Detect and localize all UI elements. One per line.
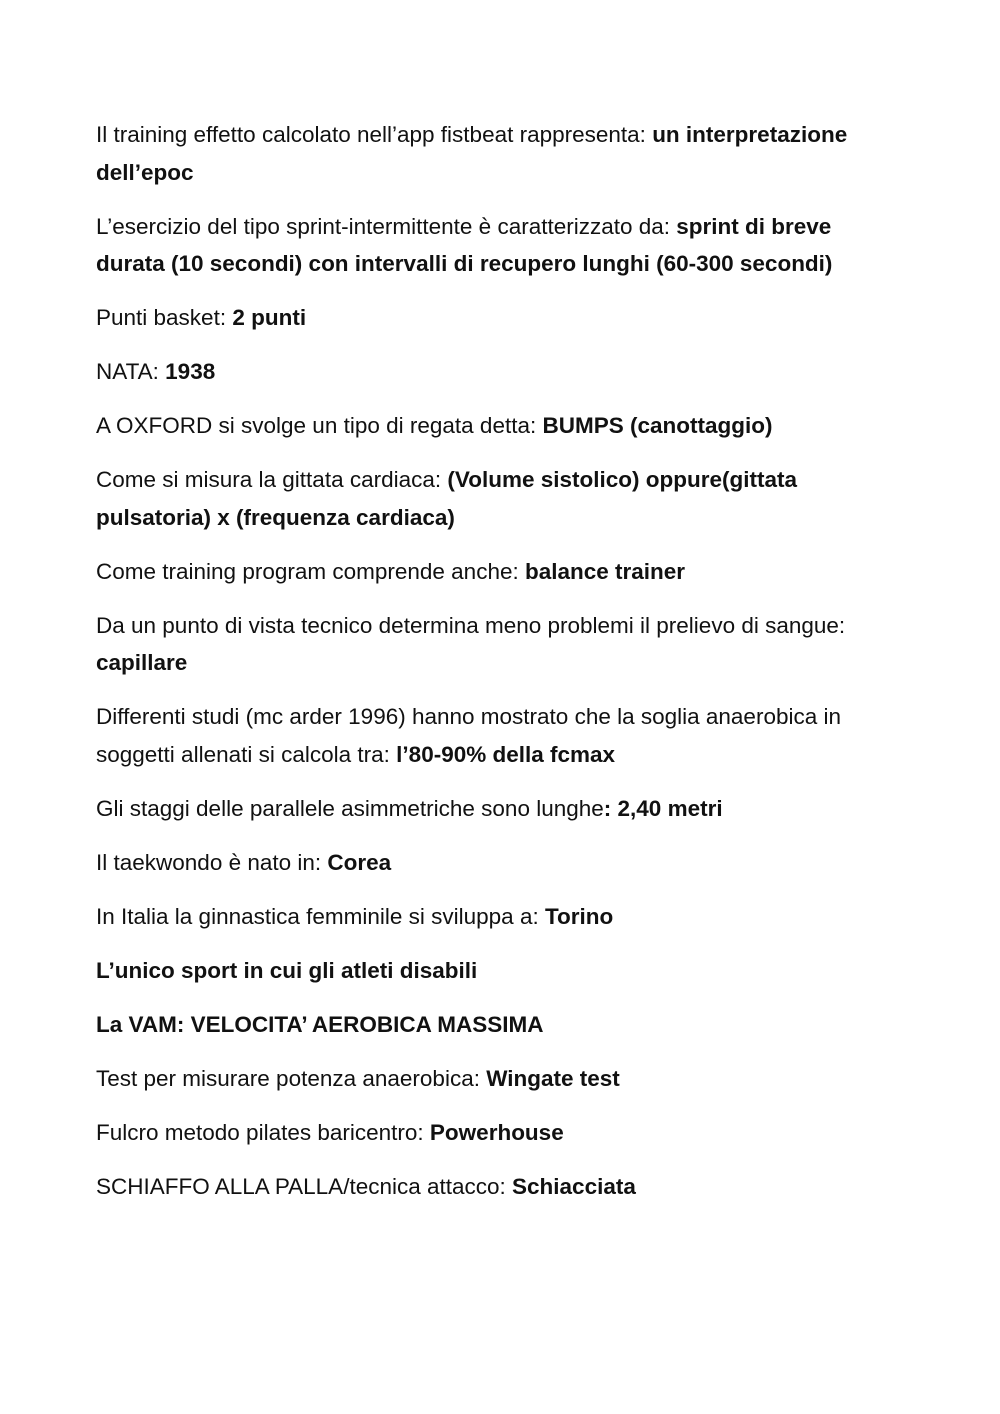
question-text: A OXFORD si svolge un tipo di regata detta: bbox=[96, 413, 543, 438]
question-text: Il training effetto calcolato nell’app fistbeat rappresenta: bbox=[96, 122, 653, 147]
question-text: In Italia la ginnastica femminile si sviluppa a: bbox=[96, 903, 545, 929]
question-text: Punti basket: bbox=[96, 305, 233, 330]
question-text: NATA: bbox=[96, 359, 166, 384]
answer-text: balance trainer bbox=[524, 558, 686, 584]
qa-item bbox=[96, 208, 896, 283]
qa-item bbox=[96, 844, 896, 882]
qa-item bbox=[96, 952, 896, 990]
question-text: L’unico sport in cui gli atleti disabili bbox=[96, 957, 478, 983]
qa-item bbox=[96, 553, 896, 591]
qa-item bbox=[96, 790, 896, 828]
document-page bbox=[96, 116, 896, 1222]
answer-text: Corea bbox=[327, 849, 392, 875]
answer-text: l’80-90% della fcmax bbox=[396, 741, 616, 767]
question-text: Differenti studi (mc arder 1996) hanno mostrato che la soglia anaerobica in soggetti allenati si calcola tra: bbox=[96, 704, 841, 767]
question-text: Fulcro metodo pilates baricentro: bbox=[96, 1119, 430, 1145]
answer-text: un interpretazione dell’epoc bbox=[96, 122, 848, 185]
qa-item bbox=[96, 698, 896, 773]
answer-text: capillare bbox=[96, 650, 188, 675]
answer-text: BUMPS (canottaggio) bbox=[542, 413, 773, 438]
answer-text: sprint di breve durata (10 secondi) con intervalli di recupero lunghi (60-300 secondi) bbox=[96, 213, 833, 276]
answer-text: Schiacciata bbox=[512, 1173, 636, 1199]
answer-text: Powerhouse bbox=[429, 1119, 564, 1145]
answer-text: 1938 bbox=[165, 359, 216, 384]
question-text: Come training program comprende anche: bbox=[96, 558, 525, 584]
qa-item bbox=[96, 1168, 896, 1206]
answer-text: Wingate test bbox=[486, 1065, 620, 1091]
qa-item bbox=[96, 1006, 896, 1044]
question-text: Come si misura la gittata cardiaca: bbox=[96, 467, 448, 492]
qa-item bbox=[96, 1114, 896, 1152]
qa-item bbox=[96, 407, 896, 445]
question-text: La VAM: VELOCITA’ AEROBICA MASSIMA bbox=[96, 1011, 544, 1037]
qa-item bbox=[96, 607, 896, 682]
qa-item bbox=[96, 461, 896, 536]
qa-item bbox=[96, 898, 896, 936]
question-text: Gli staggi delle parallele asimmetriche sono lunghe bbox=[96, 795, 604, 821]
question-text: Test per misurare potenza anaerobica: bbox=[96, 1065, 487, 1091]
answer-text: : 2,40 metri bbox=[603, 795, 723, 821]
question-text: Il taekwondo è nato in: bbox=[96, 849, 328, 875]
answer-text: (Volume sistolico) oppure(gittata pulsatoria) x (frequenza cardiaca) bbox=[96, 467, 797, 530]
answer-text: Torino bbox=[544, 903, 614, 929]
qa-item bbox=[96, 116, 896, 191]
question-text: Da un punto di vista tecnico determina meno problemi il prelievo di sangue: bbox=[96, 612, 846, 638]
question-text: SCHIAFFO ALLA PALLA/tecnica attacco: bbox=[96, 1173, 513, 1199]
qa-item bbox=[96, 299, 896, 337]
qa-item bbox=[96, 1060, 896, 1098]
answer-text: 2 punti bbox=[232, 305, 307, 330]
qa-item bbox=[96, 353, 896, 391]
question-text: L’esercizio del tipo sprint-intermittente è caratterizzato da: bbox=[96, 213, 677, 239]
